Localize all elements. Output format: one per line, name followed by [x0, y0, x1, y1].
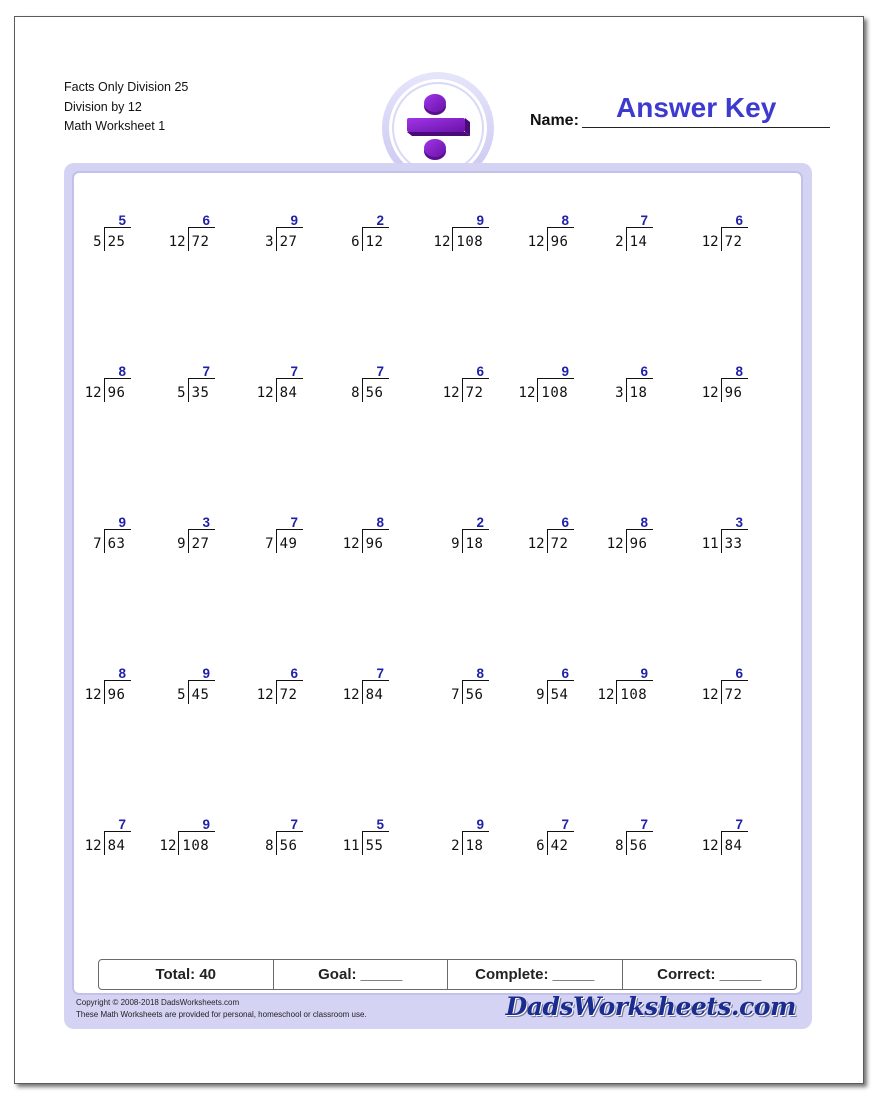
dividend: 84: [365, 687, 384, 703]
quotient-answer: 6: [290, 666, 298, 681]
divisor: 12: [701, 838, 719, 854]
dividend: 96: [107, 687, 126, 703]
quotient-answer: 7: [376, 364, 384, 379]
division-problem: [596, 666, 656, 706]
division-problem: [535, 817, 577, 857]
dividend: 27: [191, 536, 210, 552]
quotient-answer: 6: [735, 666, 743, 681]
quotient-answer: 3: [202, 515, 210, 530]
copyright-text: Copyright © 2008-2018 DadsWorksheets.com: [76, 998, 240, 1007]
quotient-answer: 8: [376, 515, 384, 530]
quotient-answer: 7: [561, 817, 569, 832]
dividend: 14: [629, 234, 648, 250]
dividend: 49: [279, 536, 298, 552]
divisor: 12: [84, 838, 102, 854]
dividend: 72: [191, 234, 210, 250]
division-problem: [350, 364, 392, 404]
division-problem: [264, 515, 306, 555]
quotient-answer: 9: [561, 364, 569, 379]
dividend: 108: [456, 234, 484, 250]
division-problem: [341, 515, 392, 555]
division-problem: [700, 817, 751, 857]
quotient-answer: 3: [735, 515, 743, 530]
name-label: Name:: [530, 112, 579, 129]
quotient-answer: 9: [118, 515, 126, 530]
goal-field: Goal: _____: [274, 960, 449, 989]
dividend: 108: [620, 687, 648, 703]
division-problem: [526, 515, 577, 555]
divisor: 7: [265, 536, 274, 552]
divisor: 9: [451, 536, 460, 552]
worksheet-header: [64, 78, 188, 137]
divisor: 2: [451, 838, 460, 854]
quotient-answer: 6: [476, 364, 484, 379]
dividend: 18: [629, 385, 648, 401]
divisor: 12: [342, 536, 360, 552]
total-count: Total: 40: [99, 960, 274, 989]
dividend: 72: [724, 687, 743, 703]
quotient-answer: 9: [640, 666, 648, 681]
division-problem: [700, 213, 751, 253]
division-problem: [83, 364, 134, 404]
dividend: 27: [279, 234, 298, 250]
dividend: 84: [724, 838, 743, 854]
dividend: 56: [365, 385, 384, 401]
divisor: 12: [168, 234, 186, 250]
divisor: 12: [701, 385, 719, 401]
division-problem: [176, 364, 218, 404]
division-problem: [614, 364, 656, 404]
division-problem: [92, 515, 134, 555]
dividend: 63: [107, 536, 126, 552]
quotient-answer: 7: [735, 817, 743, 832]
divisor: 5: [177, 687, 186, 703]
divisor: 12: [442, 385, 460, 401]
complete-field: Complete: _____: [448, 960, 623, 989]
division-problem: [700, 364, 751, 404]
quotient-answer: 2: [476, 515, 484, 530]
dividend: 72: [279, 687, 298, 703]
divisor: 12: [527, 536, 545, 552]
quotient-answer: 8: [118, 364, 126, 379]
dividend: 84: [279, 385, 298, 401]
divisor: 12: [701, 687, 719, 703]
quotient-answer: 5: [376, 817, 384, 832]
quotient-answer: 8: [561, 213, 569, 228]
dividend: 18: [465, 536, 484, 552]
division-problem: [167, 213, 218, 253]
division-problem: [526, 213, 577, 253]
divisor: 5: [177, 385, 186, 401]
quotient-answer: 6: [640, 364, 648, 379]
divisor: 11: [701, 536, 719, 552]
quotient-answer: 7: [118, 817, 126, 832]
divisor: 12: [84, 687, 102, 703]
dividend: 54: [550, 687, 569, 703]
worksheet-subtitle: Division by 12: [64, 99, 142, 114]
division-problem: [605, 515, 656, 555]
division-problem: [350, 213, 392, 253]
dividend: 42: [550, 838, 569, 854]
divisor: 12: [518, 385, 536, 401]
divisor: 3: [265, 234, 274, 250]
divisor: 12: [606, 536, 624, 552]
divisor: 3: [615, 385, 624, 401]
dividend: 72: [550, 536, 569, 552]
problems-panel: [72, 171, 803, 995]
quotient-answer: 2: [376, 213, 384, 228]
divisor: 2: [615, 234, 624, 250]
divisor: 8: [351, 385, 360, 401]
quotient-answer: 7: [290, 364, 298, 379]
dividend: 56: [465, 687, 484, 703]
quotient-answer: 9: [290, 213, 298, 228]
divisor: 7: [93, 536, 102, 552]
name-underline: [582, 127, 830, 128]
quotient-answer: 7: [640, 213, 648, 228]
dividend: 45: [191, 687, 210, 703]
score-summary: [98, 959, 797, 990]
dividend: 72: [465, 385, 484, 401]
dividend: 108: [541, 385, 569, 401]
divisor: 12: [342, 687, 360, 703]
division-problem: [255, 666, 306, 706]
quotient-answer: 5: [118, 213, 126, 228]
dadsworksheets-logo: DadsWorksheets.com: [505, 992, 796, 1021]
divisor: 6: [351, 234, 360, 250]
dividend: 72: [724, 234, 743, 250]
quotient-answer: 8: [640, 515, 648, 530]
quotient-answer: 9: [476, 817, 484, 832]
division-problem: [450, 515, 492, 555]
footer-notes: [76, 997, 367, 1021]
dividend: 56: [279, 838, 298, 854]
divisor: 12: [159, 838, 177, 854]
divisor: 9: [177, 536, 186, 552]
division-problem: [264, 817, 306, 857]
quotient-answer: 7: [290, 817, 298, 832]
divisor: 12: [701, 234, 719, 250]
division-problem: [341, 666, 392, 706]
answer-key-label: Answer Key: [616, 92, 777, 123]
name-field: [530, 92, 832, 132]
division-problem: [432, 213, 492, 253]
division-problem: [176, 666, 218, 706]
dividend: 55: [365, 838, 384, 854]
quotient-answer: 6: [202, 213, 210, 228]
divisor: 12: [433, 234, 451, 250]
quotient-answer: 6: [735, 213, 743, 228]
division-problem: [614, 817, 656, 857]
dividend: 96: [724, 385, 743, 401]
dividend: 25: [107, 234, 126, 250]
divisor: 6: [536, 838, 545, 854]
division-problem: [441, 364, 492, 404]
division-problem: [450, 666, 492, 706]
divisor: 7: [451, 687, 460, 703]
quotient-answer: 9: [202, 666, 210, 681]
divisor: 11: [342, 838, 360, 854]
divisor: 8: [615, 838, 624, 854]
usage-notice: These Math Worksheets are provided for personal, homeschool or classroom use.: [76, 1010, 367, 1019]
division-problem: [176, 515, 218, 555]
divisor: 8: [265, 838, 274, 854]
quotient-answer: 7: [376, 666, 384, 681]
divisor: 12: [597, 687, 615, 703]
dividend: 84: [107, 838, 126, 854]
quotient-answer: 8: [476, 666, 484, 681]
dividend: 96: [629, 536, 648, 552]
dividend: 33: [724, 536, 743, 552]
division-problem: [700, 515, 751, 555]
worksheet-title: Facts Only Division 25: [64, 80, 189, 94]
divisor: 9: [536, 687, 545, 703]
dividend: 96: [107, 385, 126, 401]
quotient-answer: 7: [640, 817, 648, 832]
quotient-answer: 9: [202, 817, 210, 832]
dividend: 108: [182, 838, 210, 854]
division-problem: [517, 364, 577, 404]
problems-frame: [64, 163, 812, 1029]
dividend: 12: [365, 234, 384, 250]
quotient-answer: 9: [476, 213, 484, 228]
division-problem: [450, 817, 492, 857]
divisor: 12: [527, 234, 545, 250]
division-problem: [614, 213, 656, 253]
worksheet-number: Math Worksheet 1: [64, 119, 166, 133]
problems-grid: [74, 173, 801, 993]
division-problem: [92, 213, 134, 253]
quotient-answer: 6: [561, 666, 569, 681]
dividend: 18: [465, 838, 484, 854]
divisor: 12: [256, 687, 274, 703]
quotient-answer: 7: [202, 364, 210, 379]
quotient-answer: 8: [118, 666, 126, 681]
divisor: 5: [93, 234, 102, 250]
division-problem: [255, 364, 306, 404]
dividend: 35: [191, 385, 210, 401]
division-problem: [264, 213, 306, 253]
dividend: 96: [365, 536, 384, 552]
division-problem: [341, 817, 392, 857]
dividend: 96: [550, 234, 569, 250]
divisor: 12: [256, 385, 274, 401]
quotient-answer: 7: [290, 515, 298, 530]
division-problem: [700, 666, 751, 706]
correct-field: Correct: _____: [657, 966, 762, 983]
division-problem: [535, 666, 577, 706]
division-problem: [83, 817, 134, 857]
quotient-answer: 6: [561, 515, 569, 530]
division-problem: [83, 666, 134, 706]
quotient-answer: 8: [735, 364, 743, 379]
dividend: 56: [629, 838, 648, 854]
division-problem: [158, 817, 218, 857]
divisor: 12: [84, 385, 102, 401]
